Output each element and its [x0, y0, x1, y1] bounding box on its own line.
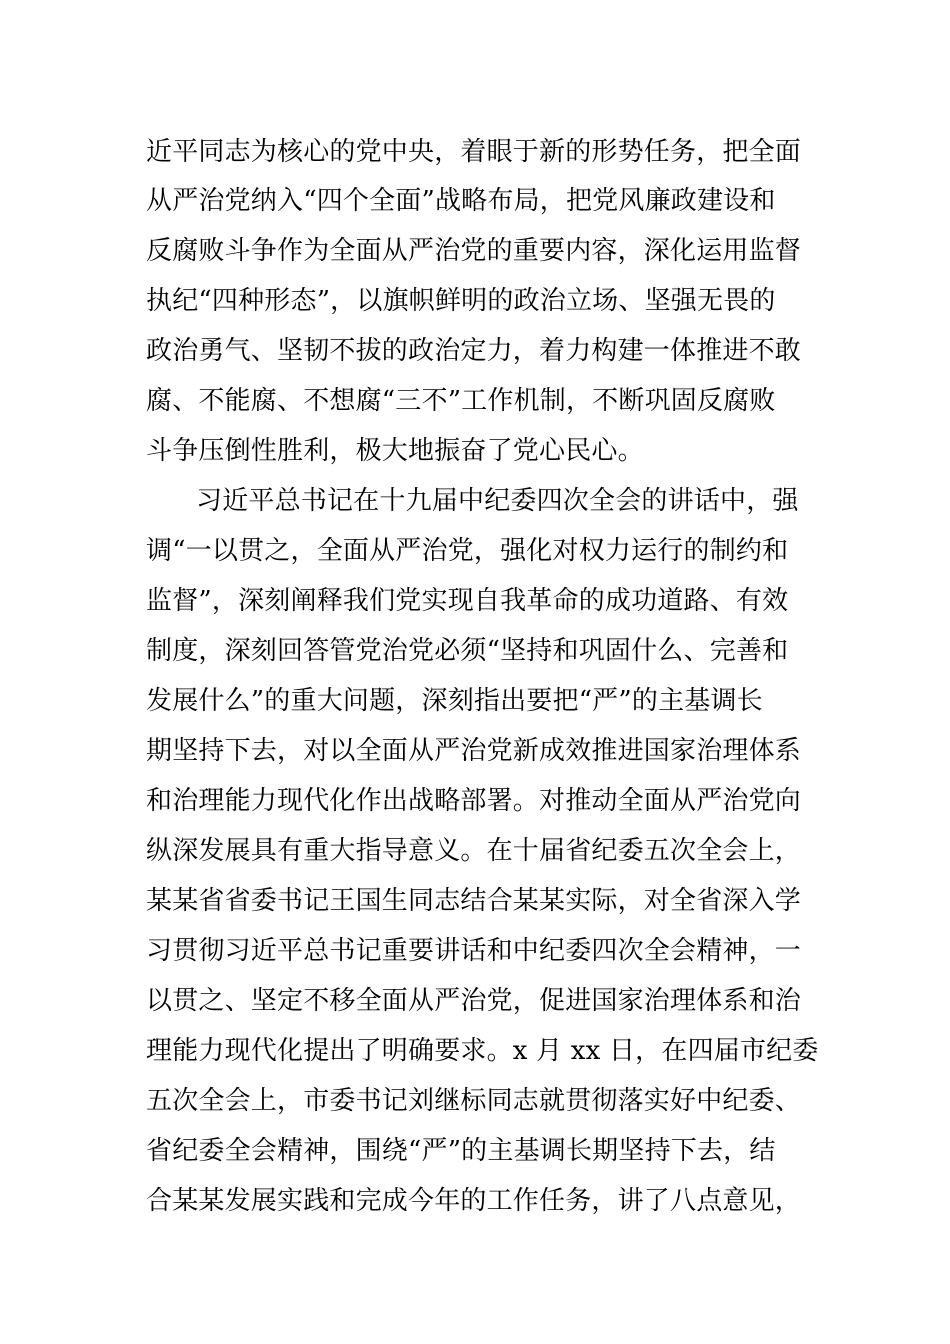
- text-line: 调“一以贯之，全面从严治党，强化对权力运行的制约和: [146, 536, 789, 566]
- text-line: 反腐败斗争作为全面从严治党的重要内容，深化运用监督: [146, 236, 802, 266]
- text-line: 五次全会上，市委书记刘继标同志就贯彻落实好中纪委、: [146, 1086, 802, 1116]
- text-line: 以贯之、坚定不移全面从严治党，促进国家治理体系和治: [146, 986, 802, 1016]
- text-line: 政治勇气、坚韧不拔的政治定力，着力构建一体推进不敢: [146, 336, 802, 366]
- text-line: 制度，深刻回答管党治党必须“坚持和巩固什么、完善和: [146, 636, 789, 666]
- text-line: 省纪委全会精神，围绕“严”的主基调长期坚持下去，结: [146, 1136, 776, 1166]
- text-line: 和治理能力现代化作出战略部署。对推动全面从严治党向: [146, 786, 802, 816]
- text-line: 某某省省委书记王国生同志结合某某实际，对全省深入学: [146, 886, 802, 916]
- text-line: 合某某发展实践和完成今年的工作任务，讲了八点意见，: [146, 1186, 802, 1216]
- text-line: 期坚持下去，对以全面从严治党新成效推进国家治理体系: [146, 736, 802, 766]
- text-line: 从严治党纳入“四个全面”战略布局，把党风廉政建设和: [146, 186, 776, 216]
- text-line: 纵深发展具有重大指导意义。在十届省纪委五次全会上，: [146, 836, 802, 866]
- paragraph-first-line: 习近平总书记在十九届中纪委四次全会的讲话中，强: [196, 486, 799, 516]
- text-line: 监督”，深刻阐释我们党实现自我革命的成功道路、有效: [146, 586, 789, 616]
- text-line: 腐、不能腐、不想腐“三不”工作机制，不断巩固反腐败: [146, 386, 776, 416]
- text-line: 发展什么”的重大问题，深刻指出要把“严”的主基调长: [146, 686, 763, 716]
- text-line: 习贯彻习近平总书记重要讲话和中纪委四次全会精神，一: [146, 936, 802, 966]
- text-line: 理能力现代化提出了明确要求。x 月 xx 日，在四届市纪委: [146, 1036, 819, 1066]
- text-line: 执纪“四种形态”，以旗帜鲜明的政治立场、坚强无畏的: [146, 286, 776, 316]
- text-line: 近平同志为核心的党中央，着眼于新的形势任务，把全面: [146, 137, 802, 167]
- text-line: 斗争压倒性胜利，极大地振奋了党心民心。: [146, 436, 644, 466]
